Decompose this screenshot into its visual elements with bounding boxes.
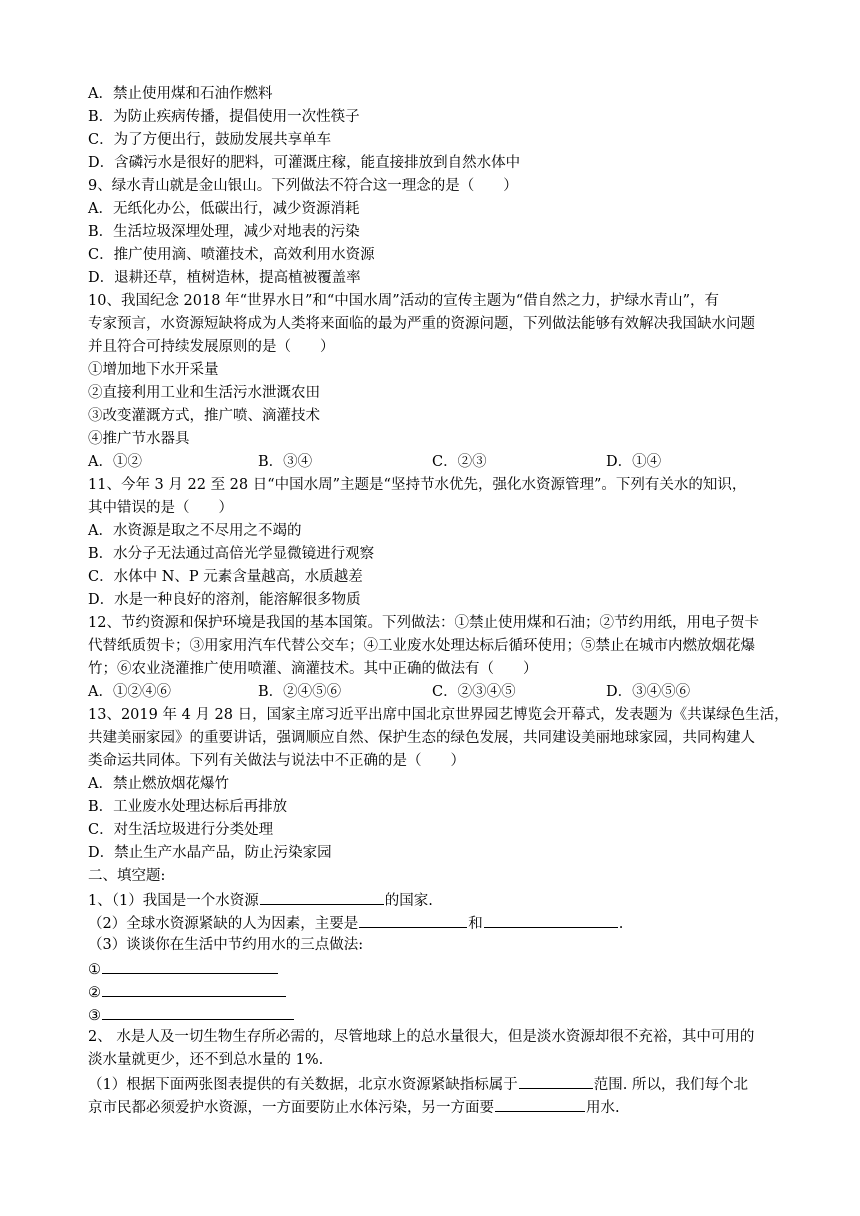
q12-option-b: B．②④⑤⑥	[258, 684, 342, 700]
q9-option-c: C．推广使用滴、喷灌技术，高效利用水资源	[88, 247, 375, 263]
q13-stem-line-1: 13、2019 年 4 月 28 日，国家主席习近平出席中国北京世界园艺博览会开幕式，发表题为《共谋绿色生活，	[88, 707, 789, 723]
q8-option-d: D．含磷污水是很好的肥料，可灌溉庄稼，能直接排放到自然水体中	[88, 155, 521, 171]
q10-stem-line-3: 并且符合可持续发展原则的是（ ）	[88, 339, 335, 355]
q10-stem-line-1: 10、我国纪念 2018 年“世界水日”和“中国水周”活动的宣传主题为“借自然之力，护绿水青山”，有	[88, 293, 720, 309]
fill2-blank-1[interactable]	[519, 1073, 593, 1089]
fill1-blank-3[interactable]	[484, 912, 618, 928]
q10-stem-line-2: 专家预言，水资源短缺将成为人类将来面临的最为严重的资源问题，下列做法能够有效解决我国缺水问题	[88, 316, 755, 332]
fill1-part2	[88, 912, 623, 934]
q12-stem-line-3: 竹；⑥农业浇灌推广使用喷灌、滴灌技术。其中正确的做法有（ ）	[88, 661, 538, 677]
fill2-line-4	[88, 1096, 620, 1118]
fill2-line-4-text-a: 京市民都必须爱护水资源，一方面要防止水体污染，另一方面要	[88, 1100, 494, 1116]
fill1-blank-2[interactable]	[359, 912, 467, 928]
fill2-line-3	[88, 1073, 748, 1095]
fill1-marker-1: ①	[88, 962, 101, 978]
fill1-part2-text-a: （2）全球水资源紧缺的人为因素，主要是	[88, 916, 359, 932]
fill1-part1-text-a: 1、（1）我国是一个水资源	[88, 893, 259, 909]
q13-option-a: A．禁止燃放烟花爆竹	[88, 776, 229, 792]
fill1-blank-6[interactable]	[102, 1004, 294, 1020]
q13-option-d: D．禁止生产水晶产品，防止污染家园	[88, 845, 332, 861]
q11-option-a: A．水资源是取之不尽用之不竭的	[88, 523, 302, 539]
q13-option-c: C．对生活垃圾进行分类处理	[88, 822, 274, 838]
fill1-blank-1[interactable]	[260, 889, 384, 905]
q8-option-b: B．为防止疾病传播，提倡使用一次性筷子	[88, 109, 360, 125]
fill1-answer-2	[88, 981, 287, 1003]
q8-option-c: C．为了方便出行，鼓励发展共享单车	[88, 132, 332, 148]
fill1-part2-text-c: .	[618, 916, 624, 932]
q11-option-d: D．水是一种良好的溶剂，能溶解很多物质	[88, 592, 361, 608]
q10-option-b: B．③④	[258, 454, 313, 470]
q11-option-b: B．水分子无法通过高倍光学显微镜进行观察	[88, 546, 375, 562]
q10-option-c: C．②③	[432, 454, 487, 470]
fill1-answer-3	[88, 1004, 295, 1026]
q10-option-d: D．①④	[606, 454, 662, 470]
q10-item-2: ②直接利用工业和生活污水泄溉农田	[88, 385, 320, 401]
q12-option-a: A．①②④⑥	[88, 684, 171, 700]
q11-stem-line-1: 11、今年 3 月 22 至 28 日“中国水周”主题是“坚持节水优先，强化水资源管理”。下列有关水的知识，	[88, 477, 747, 493]
fill1-answer-1	[88, 958, 279, 980]
q9-option-d: D．退耕还草，植树造林，提高植被覆盖率	[88, 270, 361, 286]
fill2-line-3-text-a: （1）根据下面两张图表提供的有关数据，北京水资源紧缺指标属于	[88, 1077, 518, 1093]
fill1-marker-3: ③	[88, 1008, 101, 1024]
fill1-part2-text-b: 和	[468, 916, 483, 932]
q10-item-1: ①增加地下水开采量	[88, 362, 219, 378]
fill1-part1	[88, 889, 433, 911]
fill2-blank-2[interactable]	[495, 1096, 585, 1112]
q9-option-b: B．生活垃圾深埋处理，减少对地表的污染	[88, 224, 360, 240]
q12-stem-line-1: 12、节约资源和保护环境是我国的基本国策。下列做法：①禁止使用煤和石油；②节约用纸，用电子贺卡	[88, 615, 759, 631]
fill1-marker-2: ②	[88, 985, 101, 1001]
q10-item-3: ③改变灌溉方式，推广喷、滴灌技术	[88, 408, 320, 424]
q13-option-b: B．工业废水处理达标后再排放	[88, 799, 288, 815]
q12-option-d: D．③④⑤⑥	[606, 684, 691, 700]
fill1-part1-text-b: 的国家.	[384, 893, 433, 909]
q9-stem: 9、绿水青山就是金山银山。下列做法不符合这一理念的是（ ）	[88, 178, 518, 194]
q9-option-a: A．无纸化办公，低碳出行，减少资源消耗	[88, 201, 360, 217]
q11-stem-line-2: 其中错误的是（ ）	[88, 500, 233, 516]
q8-option-a: A．禁止使用煤和石油作燃料	[88, 86, 273, 102]
fill2-line-4-text-b: 用水.	[586, 1100, 620, 1116]
q13-stem-line-3: 类命运共同体。下列有关做法与说法中不正确的是（ ）	[88, 753, 465, 769]
q13-stem-line-2: 共建美丽家园》的重要讲话，强调顺应自然、保护生态的绿色发展，共同建设美丽地球家园，共同构建人	[88, 730, 755, 746]
section-heading-fill-in: 二、填空题:	[88, 868, 166, 884]
fill1-part3: （3）谈谈你在生活中节约用水的三点做法:	[88, 937, 364, 953]
q10-option-a: A．①②	[88, 454, 142, 470]
q11-option-c: C．水体中 N、P 元素含量越高，水质越差	[88, 569, 363, 585]
fill1-blank-5[interactable]	[102, 981, 286, 997]
q12-option-c: C．②③④⑤	[432, 684, 516, 700]
fill1-blank-4[interactable]	[102, 958, 278, 974]
fill2-line-2: 淡水量就更少，还不到总水量的 1%.	[88, 1052, 324, 1068]
fill2-line-3-text-b: 范围. 所以，我们每个北	[593, 1077, 748, 1093]
fill2-line-1: 2、 水是人及一切生物生存所必需的，尽管地球上的总水量很大，但是淡水资源却很不充裕，其中可用的	[88, 1029, 755, 1045]
q12-stem-line-2: 代替纸质贺卡；③用家用汽车代替公交车；④工业废水处理达标后循环使用；⑤禁止在城市内燃放烟花爆	[88, 638, 755, 654]
q10-item-4: ④推广节水器具	[88, 431, 190, 447]
